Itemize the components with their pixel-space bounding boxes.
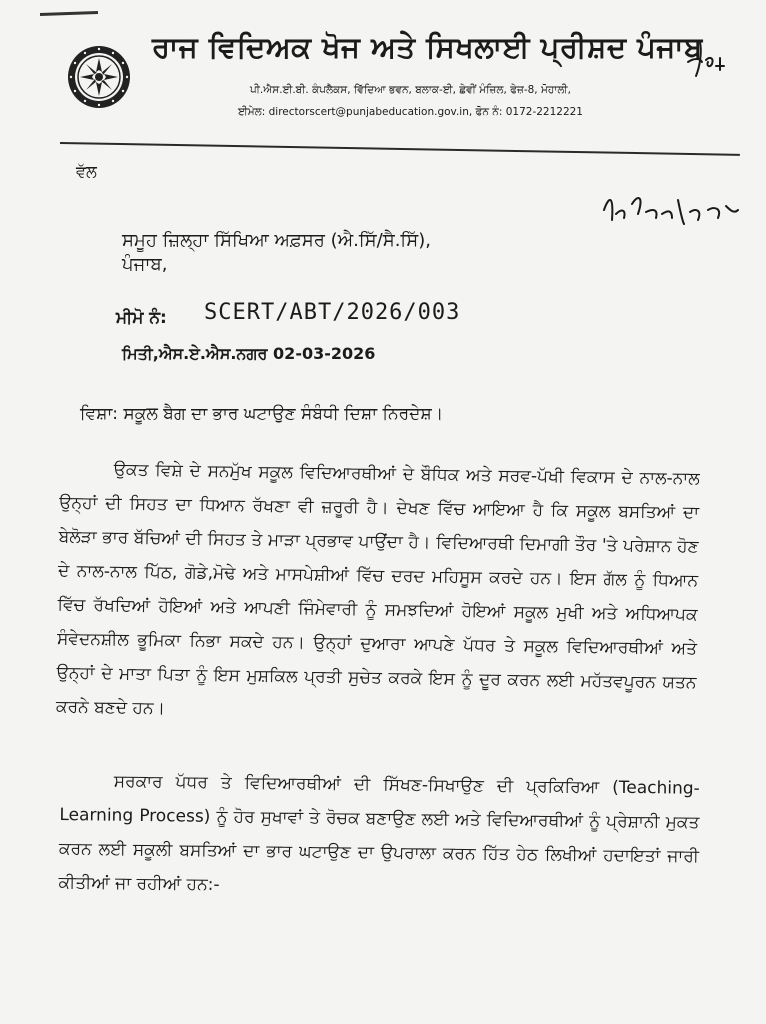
to-label: ਵੱਲ [76,162,97,181]
paragraph-2 [58,764,700,908]
memo-label: ਮੀਮੋ ਨੰ: [116,308,167,328]
org-contact: ਈਮੇਲ: directorscert@punjabeducation.gov.in, ਫੋਨ ਨੰ: 0172-2212221 [238,106,583,118]
header-divider [60,142,740,156]
paragraph-1-text: ਉਕਤ ਵਿਸ਼ੇ ਦੇ ਸਨਮੁੱਖ ਸਕੂਲ ਵਿਦਿਆਰਥੀਆਂ ਦੇ ਬੌਧਿਕ ਅਤੇ ਸਰਵ-ਪੱਖੀ ਵਿਕਾਸ ਦੇ ਨਾਲ-ਨਾਲ ਉਨ੍ਹਾਂ ਦੀ ਸਿਹਤ ਦਾ ਧਿਆਨ ਰੱਖਣਾ ਵੀ ਜ਼ਰੂਰੀ ਹੈ। ਦੇਖਣ ਵਿੱਚ ਆਇਆ ਹੈ ਕਿ ਸਕੂਲ ਬਸਤਿਆਂ ਦਾ ਬੇਲੋੜਾ ਭਾਰ ਬੱਚਿਆਂ ਦੀ ਸਿਹਤ ਤੇ ਮਾੜਾ ਪ੍ਰਭਾਵ ਪਾਉਂਦਾ ਹੈ। ਵਿਦਿਆਰਥੀ ਦਿਮਾਗੀ ਤੌਰ 'ਤੇ ਪਰੇਸ਼ਾਨ ਹੋਣ ਦੇ ਨਾਲ-ਨਾਲ ਪਿੱਠ, ਗੋਡੇ,ਮੋਢੇ ਅਤੇ ਮਾਸਪੇਸ਼ੀਆਂ ਵਿੱਚ ਦਰਦ ਮਹਿਸੂਸ ਕਰਦੇ ਹਨ। ਇਸ ਗੱਲ ਨੂੰ ਧਿਆਨ ਵਿੱਚ ਰੱਖਦਿਆਂ ਹੋਇਆਂ ਅਤੇ ਆਪਣੀ ਜਿੰਮੇਵਾਰੀ ਨੂੰ ਸਮਝਦਿਆਂ ਹੋਇਆਂ ਸਕੂਲ ਮੁਖੀ ਅਤੇ ਅਧਿਆਪਕ ਸੰਵੇਦਨਸ਼ੀਲ ਭੂਮਿਕਾ ਨਿਭਾ ਸਕਦੇ ਹਨ। ਉਨ੍ਹਾਂ ਦੁਆਰਾ ਆਪਣੇ ਪੱਧਰ ਤੇ ਸਕੂਲ ਵਿਦਿਆਰਥੀਆਂ ਅਤੇ ਉਨ੍ਹਾਂ ਦੇ ਮਾਤਾ ਪਿਤਾ ਨੂੰ ਇਸ ਮੁਸ਼ਕਿਲ ਪ੍ਰਤੀ ਸੁਚੇਤ ਕਰਕੇ ਇਸ ਨੂੰ ਦੂਰ ਕਰਨ ਲਈ ਮਹੱਤਵਪੂਰਨ ਯਤਨ ਕਰਨੇ ਬਣਦੇ ਹਨ। [55,459,700,719]
scert-emblem-icon [66,44,132,110]
recipient-location: ਪੰਜਾਬ, [122,254,168,275]
handwritten-annotation [598,180,748,250]
scan-mark [40,11,98,16]
memo-number: SCERT/ABT/2026/003 [204,300,461,325]
handwritten-initials [680,36,730,86]
org-address: ਪੀ.ਐਸ.ਈ.ਬੀ. ਕੰਪਲੈਕਸ, ਵਿੱਦਿਆ ਭਵਨ, ਬਲਾਕ-ਈ, ਛੇਵੀਂ ਮੰਜ਼ਿਲ, ਫੇਜ਼-8, ਮੋਹਾਲੀ, [250,84,571,96]
paragraph-2-text: ਸਰਕਾਰ ਪੱਧਰ ਤੇ ਵਿਦਿਆਰਥੀਆਂ ਦੀ ਸਿੱਖਣ-ਸਿਖਾਉਣ ਦੀ ਪ੍ਰਕਿਰਿਆ (Teaching-Learning Process) ਨੂੰ ਹੋਰ ਸੁਖਾਵਾਂ ਤੇ ਰੋਚਕ ਬਣਾਉਣ ਲਈ ਅਤੇ ਵਿਦਿਆਰਥੀਆਂ ਨੂੰ ਪ੍ਰੇਸ਼ਾਨੀ ਮੁਕਤ ਕਰਨ ਲਈ ਸਕੂਲੀ ਬਸਤਿਆਂ ਦਾ ਭਾਰ ਘਟਾਉਣ ਦਾ ਉਪਰਾਲਾ ਕਰਨ ਹਿੱਤ ਹੇਠ ਲਿਖੀਆਂ ਹਦਾਇਤਾਂ ਜਾਰੀ ਕੀਤੀਆਂ ਜਾ ਰਹੀਆਂ ਹਨ:- [58,771,700,895]
subject-line: ਵਿਸ਼ਾ: ਸਕੂਲ ਬੈਗ ਦਾ ਭਾਰ ਘਟਾਉਣ ਸੰਬੰਧੀ ਦਿਸ਼ਾ ਨਿਰਦੇਸ਼। [80,404,444,424]
date-line: ਮਿਤੀ,ਐਸ.ਏ.ਐਸ.ਨਗਰ 02-03-2026 [122,344,376,363]
recipient: ਸਮੂਹ ਜ਼ਿਲ੍ਹਾ ਸਿੱਖਿਆ ਅਫ਼ਸਰ (ਐ.ਸਿੱ/ਸੈ.ਸਿੱ), [122,230,431,251]
paragraph-1 [56,452,700,734]
org-title: ਰਾਜ ਵਿਦਿਅਕ ਖੋਜ ਅਤੇ ਸਿਖਲਾਈ ਪ੍ਰੀਸ਼ਦ ਪੰਜਾਬ [152,30,703,64]
